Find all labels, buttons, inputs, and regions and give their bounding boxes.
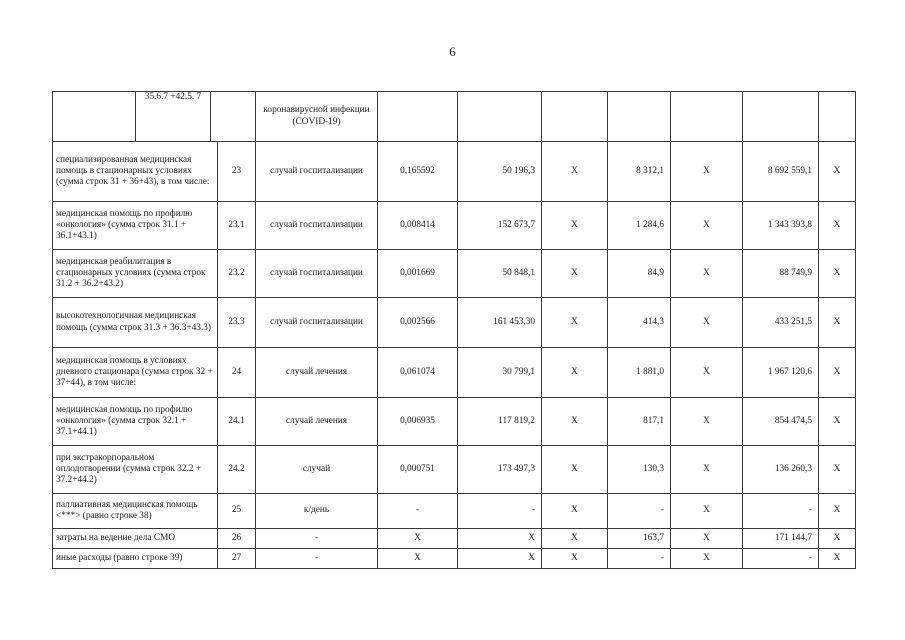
cell-c5: 117 819,2 <box>458 398 542 446</box>
cell-c9: 171 144,7 <box>743 529 819 549</box>
financing-table <box>52 91 856 569</box>
cell-unit: случай <box>256 446 378 494</box>
cell-c6: X <box>542 202 608 250</box>
cell-c5: - <box>458 494 542 529</box>
cell-line-number: 24.2 <box>218 446 256 494</box>
cell-c8: X <box>671 494 743 529</box>
cell-c6: X <box>542 298 608 348</box>
cell-c7: - <box>608 494 671 529</box>
cell-c6: X <box>542 398 608 446</box>
cell-c4: X <box>378 529 458 549</box>
first-row-code-cell <box>53 92 256 142</box>
cell-line-number: 25 <box>218 494 256 529</box>
cell-c8: X <box>671 142 743 202</box>
cell-c6: X <box>542 529 608 549</box>
table-row <box>53 202 856 250</box>
cell-c5: 152 673,7 <box>458 202 542 250</box>
cell-c5: 30 799,1 <box>458 348 542 398</box>
cell-name: медицинская реабилитация в стационарных условиях (сумма строк 31.2 + 36.2+43.2) <box>53 250 218 298</box>
cell-c9: 88 749,9 <box>743 250 819 298</box>
cell-c9: 1 967 120,6 <box>743 348 819 398</box>
cell-name: высокотехнологичная медицинская помощь (сумма строк 31.3 + 36.3+43.3) <box>53 298 218 348</box>
cell-c10: X <box>819 529 856 549</box>
cell-line-number: 24.1 <box>218 398 256 446</box>
cell-c4: X <box>378 549 458 569</box>
cell-unit: случай госпитализации <box>256 298 378 348</box>
cell-name: при экстракорпоральном оплодотворении (сумма строк 32.2 + 37.2+44.2) <box>53 446 218 494</box>
cell-c7: 1 881,0 <box>608 348 671 398</box>
cell-c9: - <box>743 494 819 529</box>
cell-c5: X <box>458 549 542 569</box>
cell-c10: X <box>819 298 856 348</box>
cell-c5: 173 497,3 <box>458 446 542 494</box>
table-row <box>53 142 856 202</box>
cell-c6: X <box>542 494 608 529</box>
cell-unit: - <box>256 549 378 569</box>
cell-c7: 8 312,1 <box>608 142 671 202</box>
cell-c5: 50 196,3 <box>458 142 542 202</box>
cell-name: специализированная медицинская помощь в стационарных условиях (сумма строк 31 + 36+43), в том числе: <box>53 142 218 202</box>
cell-c10: X <box>819 494 856 529</box>
cell-c4: 0,006935 <box>378 398 458 446</box>
cell-c8: X <box>671 529 743 549</box>
cell-c8: X <box>671 446 743 494</box>
cell-unit: случай лечения <box>256 398 378 446</box>
table-row <box>53 398 856 446</box>
cell-c9: 854 474,5 <box>743 398 819 446</box>
cell-c10: X <box>819 250 856 298</box>
cell-c6: X <box>542 549 608 569</box>
table-row <box>53 549 856 569</box>
cell-c7: 817,1 <box>608 398 671 446</box>
cell-c4: 0,165592 <box>378 142 458 202</box>
cell-c5: 50 848,1 <box>458 250 542 298</box>
cell-line-number: 23 <box>218 142 256 202</box>
cell-c6: X <box>542 142 608 202</box>
cell-c4: 0,061074 <box>378 348 458 398</box>
cell-unit: - <box>256 529 378 549</box>
first-row-unit: коронавирусной инфекции (COVID-19) <box>256 92 378 142</box>
cell-line-number: 26 <box>218 529 256 549</box>
cell-c7: 130,3 <box>608 446 671 494</box>
cell-name: паллиативная медицинская помощь <***> (равно строке 38) <box>53 494 218 529</box>
cell-name: затраты на ведение дела СМО <box>53 529 218 549</box>
table-row <box>53 92 856 142</box>
cell-c8: X <box>671 348 743 398</box>
cell-c7: 1 284,6 <box>608 202 671 250</box>
cell-c10: X <box>819 549 856 569</box>
first-row-code: 35.6.7 +42.5. 7 <box>136 92 211 141</box>
cell-c4: 0,002566 <box>378 298 458 348</box>
cell-c10: X <box>819 142 856 202</box>
cell-c9: 433 251,5 <box>743 298 819 348</box>
cell-c4: 0,000751 <box>378 446 458 494</box>
page-number: 6 <box>449 44 456 59</box>
cell-line-number: 23.3 <box>218 298 256 348</box>
cell-line-number: 24 <box>218 348 256 398</box>
table-row <box>53 494 856 529</box>
cell-c4: - <box>378 494 458 529</box>
cell-c6: X <box>542 250 608 298</box>
cell-c10: X <box>819 202 856 250</box>
cell-c8: X <box>671 202 743 250</box>
cell-c9: - <box>743 549 819 569</box>
cell-c7: 163,7 <box>608 529 671 549</box>
cell-c8: X <box>671 250 743 298</box>
cell-name: медицинская помощь в условиях дневного стационара (сумма строк 32 + 37+44), в том числе: <box>53 348 218 398</box>
cell-name: иные расходы (равно строке 39) <box>53 549 218 569</box>
cell-unit: случай госпитализации <box>256 250 378 298</box>
cell-c10: X <box>819 398 856 446</box>
cell-line-number: 23.1 <box>218 202 256 250</box>
cell-c9: 1 343 393,8 <box>743 202 819 250</box>
cell-c4: 0,001669 <box>378 250 458 298</box>
cell-unit: случай лечения <box>256 348 378 398</box>
cell-c7: 84,9 <box>608 250 671 298</box>
cell-c6: X <box>542 348 608 398</box>
cell-line-number: 27 <box>218 549 256 569</box>
table-row <box>53 529 856 549</box>
cell-c7: - <box>608 549 671 569</box>
cell-c8: X <box>671 398 743 446</box>
table-row <box>53 298 856 348</box>
cell-unit: к/день <box>256 494 378 529</box>
table-row <box>53 250 856 298</box>
cell-c10: X <box>819 348 856 398</box>
cell-c7: 414,3 <box>608 298 671 348</box>
cell-c10: X <box>819 446 856 494</box>
cell-c5: X <box>458 529 542 549</box>
cell-name: медицинская помощь по профилю «онкология» (сумма строк 32.1 + 37.1+44.1) <box>53 398 218 446</box>
cell-c8: X <box>671 549 743 569</box>
cell-line-number: 23.2 <box>218 250 256 298</box>
cell-c6: X <box>542 446 608 494</box>
cell-c5: 161 453,30 <box>458 298 542 348</box>
table-row <box>53 348 856 398</box>
cell-c4: 0,008414 <box>378 202 458 250</box>
cell-name: медицинская помощь по профилю «онкология» (сумма строк 31.1 + 36.1+43.1) <box>53 202 218 250</box>
cell-c9: 8 692 559,1 <box>743 142 819 202</box>
table-row <box>53 446 856 494</box>
cell-c8: X <box>671 298 743 348</box>
cell-unit: случай госпитализации <box>256 202 378 250</box>
cell-unit: случай госпитализации <box>256 142 378 202</box>
cell-c9: 136 260,3 <box>743 446 819 494</box>
